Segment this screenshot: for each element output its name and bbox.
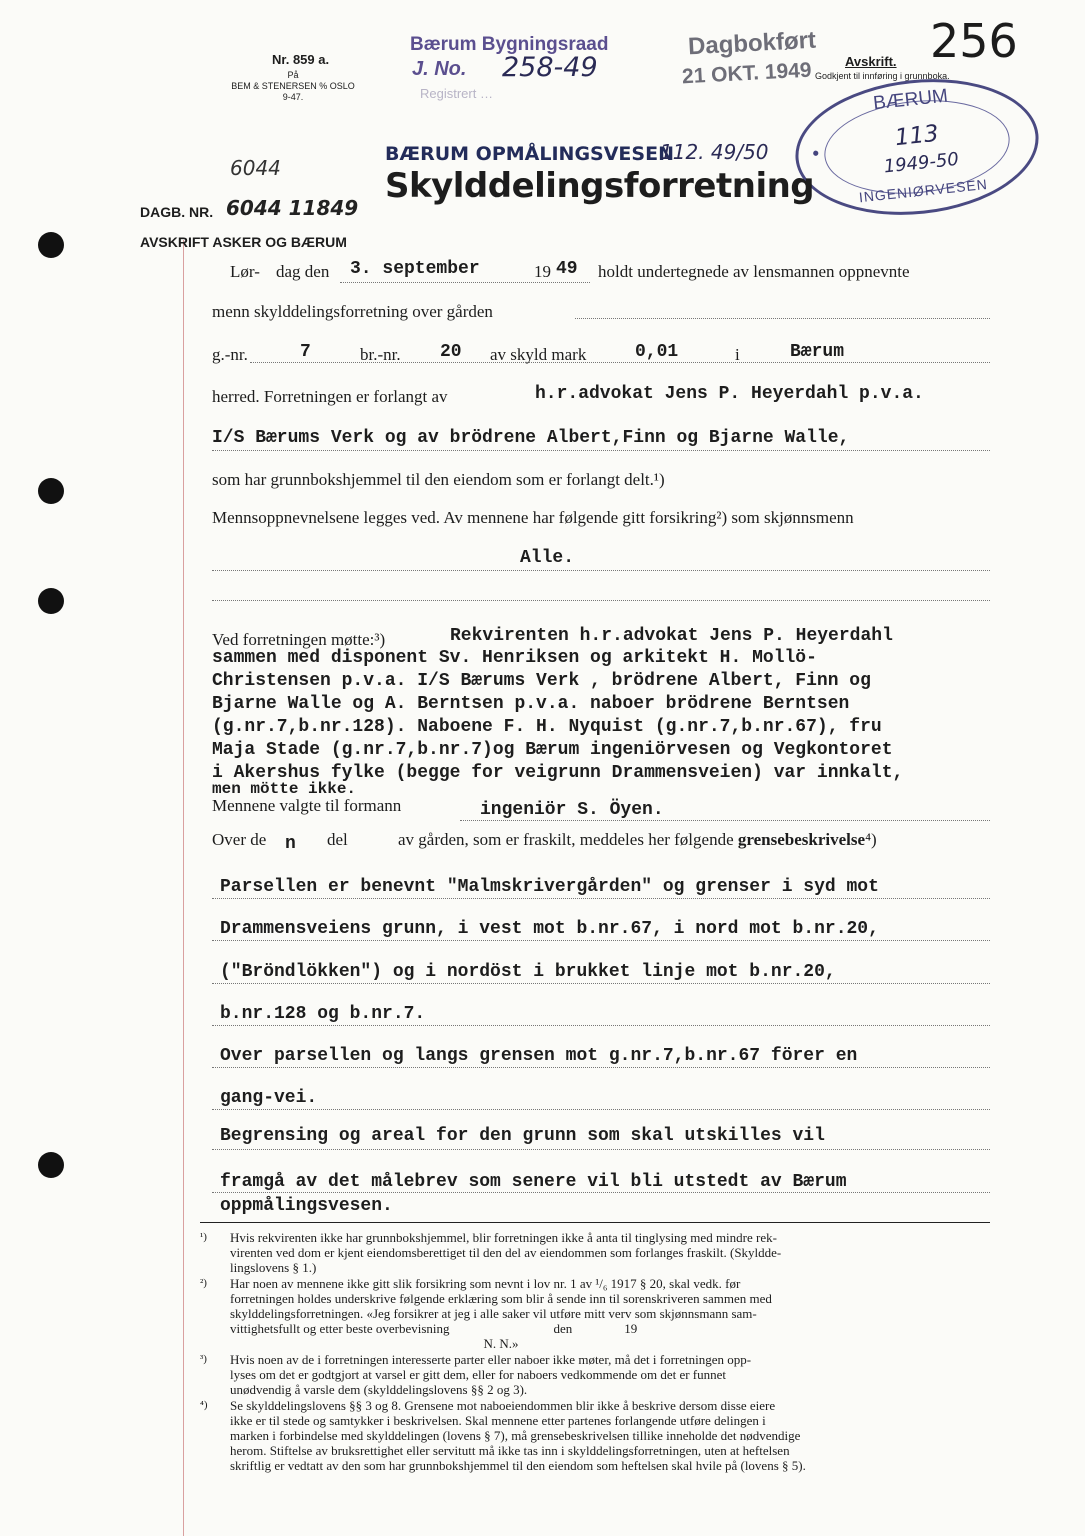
del-label: del <box>327 830 348 849</box>
boundary-line: ("Bröndlökken") og i nordöst i brukket linje mot b.nr.20, <box>220 962 836 982</box>
year-typed: 49 <box>556 259 578 279</box>
document-title: Skylddelingsforretning <box>385 166 815 206</box>
requester-cont-typed: I/S Bærums Verk og av brödrene Albert,Finn og Bjarne Walle, <box>212 428 850 448</box>
footnote-line: forretningen holdes underskrive følgende erklæring som blir å sende inn til sorenskriveren sammen med <box>230 1291 772 1306</box>
dotted-rule <box>212 1149 990 1150</box>
opmaling-number: 112. 49/50 <box>660 140 769 164</box>
opmalingsvesen-stamp: BÆRUM OPMÅLINGSVESEN <box>385 143 674 165</box>
line1-tail: holdt undertegnede av lensmannen oppnevnte <box>598 262 910 281</box>
dotted-rule <box>212 983 990 984</box>
boundary-line: Over parsellen og langs grensen mot g.nr.7,b.nr.67 förer en <box>220 1046 858 1066</box>
line7: Mennsoppnevnelsene legges ved. Av mennene har følgende gitt forsikring²) som skjønnsmenn <box>212 508 854 527</box>
attend-line: men mötte ikke. <box>212 780 357 798</box>
round-stamp-number: 113 <box>893 120 940 152</box>
line4-label: herred. Forretningen er forlangt av <box>212 387 448 406</box>
dotted-rule <box>575 318 990 319</box>
attended-label: Ved forretningen møtte:³) <box>212 630 386 649</box>
dotted-rule <box>212 898 990 899</box>
attend-line: sammen med disponent Sv. Henriksen og arkitekt H. Mollö- <box>212 648 817 668</box>
avskrift-note: Godkjent til innføring i grunnboka. <box>815 71 950 81</box>
attend-line: i Akershus fylke (begge for veigrunn Drammensveien) var innkalt, <box>212 763 904 783</box>
i-label: i <box>735 345 740 364</box>
footnote-mark: ⁴) <box>200 1399 208 1411</box>
dotted-rule <box>212 940 990 941</box>
form-number: Nr. 859 a. <box>272 52 330 67</box>
footnote-line: vittighetsfullt og etter beste overbevisning den 19 <box>230 1321 638 1336</box>
footnote-mark: ¹) <box>200 1231 207 1243</box>
year-prefix: 19 <box>534 262 551 281</box>
formann-typed: ingeniör S. Öyen. <box>480 800 664 820</box>
grensebeskrivelse-label: grensebeskrivelse <box>737 830 866 849</box>
margin-line <box>183 240 184 1536</box>
stamp-date: 21 OKT. 1949 <box>681 58 813 89</box>
skyld-label: av skyld mark <box>490 345 587 364</box>
publisher-line: På <box>287 70 299 80</box>
publisher-info <box>228 70 358 103</box>
mark-value: 0,01 <box>635 342 679 362</box>
footnote-mark: ²) <box>200 1277 207 1289</box>
handwritten-6044: 6044 <box>230 156 281 180</box>
footnote-line: virenten ved dom er kjent eiendomsberettiget til den del av eiendommen som forlanges fraskilt. (Skyldde- <box>230 1245 782 1260</box>
dagb-label: DAGB. NR. <box>140 204 214 220</box>
footnote-line: ikke er til stede og samtykker i beskrivelsen. Skal mennene etter partenes forlangende utføre delingen i <box>230 1413 766 1428</box>
footnote-line: Hvis noen av de i forretningen interesserte parter eller naboer ikke møter, må det i forretningen opp- <box>230 1352 752 1367</box>
footnote-line: N. N.» <box>230 1336 519 1351</box>
attend-line: (g.nr.7,b.nr.128). Naboene F. H. Nyquist (g.nr.7,b.nr.67), fru <box>212 717 882 737</box>
dotted-rule <box>212 570 990 571</box>
over-tail-text: av gården, som er fraskilt, meddeles her følgende <box>398 830 734 849</box>
avskrift-asker-baerum: AVSKRIFT ASKER OG BÆRUM <box>140 234 347 250</box>
punch-hole <box>38 478 64 504</box>
publisher-line: BEM & STENERSEN % OSLO <box>231 81 355 91</box>
gnr-label: g.-nr. <box>212 345 248 364</box>
bnr-value: 20 <box>440 342 462 362</box>
boundary-line: oppmålingsvesen. <box>220 1196 393 1216</box>
attend-line: Maja Stade (g.nr.7,b.nr.7)og Bærum ingeniörvesen og Vegkontoret <box>212 740 893 760</box>
footnote-2 <box>200 1276 990 1351</box>
round-stamp-top: BÆRUM <box>872 85 949 115</box>
boundary-line: gang-vei. <box>220 1088 318 1108</box>
dotted-rule <box>212 1025 990 1026</box>
footnote-1 <box>200 1230 990 1275</box>
round-stamp-bottom: INGENIØRVESEN <box>858 175 989 206</box>
over-n: n <box>285 834 296 854</box>
stamp-dagbokfort: Dagbokført <box>687 26 817 61</box>
stamp-faded: Registrert … <box>420 86 493 101</box>
handwritten-journal-number: 258-49 <box>502 52 598 83</box>
footnote-3 <box>200 1352 990 1397</box>
footnote-separator <box>200 1222 990 1223</box>
boundary-line: b.nr.128 og b.nr.7. <box>220 1004 426 1024</box>
footnote-line: lyses om det er godtgjort at varsel er gitt dem, eller for naboers vedkommende om det er funnet <box>230 1367 727 1382</box>
attend-line: Rekvirenten h.r.advokat Jens P. Heyerdahl <box>450 626 893 646</box>
footnote-line: marken i forbindelse med skylddelingen (lovens § 7), må grensebeskrivelsen tillike inneholde det nødvendige <box>230 1428 801 1443</box>
dotted-rule <box>250 362 990 363</box>
boundary-line: Parsellen er benevnt "Malmskrivergården" og grenser i syd mot <box>220 877 879 897</box>
footnote-mark: ³) <box>200 1353 207 1365</box>
avskrift-label: Avskrift. <box>845 54 897 69</box>
line2: menn skylddelingsforretning over gården <box>212 302 493 321</box>
footnote-line: skriftlig er vedtatt av den som har grunnbokshjemmel til den eiendom som heftelsen skal hvile på (lovens § 5). <box>230 1458 806 1473</box>
formann-label: Mennene valgte til formann <box>212 796 402 815</box>
round-stamp <box>789 68 1046 227</box>
dotted-rule <box>212 450 990 451</box>
dotted-rule <box>212 1192 990 1193</box>
round-stamp-star: ● <box>811 145 820 160</box>
page-number: 256 <box>930 14 1018 68</box>
dotted-rule <box>212 1067 990 1068</box>
over-tail <box>398 830 877 850</box>
footnote-line: Hvis rekvirenten ikke har grunnbokshjemmel, blir forretningen ikke å anta til tinglysing med mindre rek- <box>230 1230 777 1245</box>
footnote-ref: ⁴) <box>865 830 877 849</box>
dagb-value: 6044 11849 <box>226 196 359 220</box>
day-prefix: Lør- <box>230 262 260 281</box>
dotted-rule <box>212 600 990 601</box>
stamp-baerum-bygningsraad: Bærum Bygningsraad <box>410 34 609 55</box>
punch-hole <box>38 232 64 258</box>
bnr-label: br.-nr. <box>360 345 401 364</box>
footnote-line: Har noen av mennene ikke gitt slik forsikring som nevnt i lov nr. 1 av ¹/₆ 1917 § 20, skal vedk. før <box>230 1276 741 1291</box>
dotted-rule <box>212 1109 990 1110</box>
footnote-line: unødvendig å varsle dem (skylddelingslovens §§ 2 og 3). <box>230 1382 528 1397</box>
over-label: Over de <box>212 830 267 849</box>
boundary-line: Drammensveiens grunn, i vest mot b.nr.67, i nord mot b.nr.20, <box>220 919 879 939</box>
round-stamp-year: 1949-50 <box>882 148 960 178</box>
punch-hole <box>38 1152 64 1178</box>
day-label: dag den <box>276 262 330 281</box>
requester-typed: h.r.advokat Jens P. Heyerdahl p.v.a. <box>535 384 924 404</box>
boundary-line: Begrensing og areal for den grunn som skal utskilles vil <box>220 1126 825 1146</box>
footnote-line: Se skylddelingslovens §§ 3 og 8. Grensene mot naboeiendommen blir ikke å beskrive dersom disse eiere <box>230 1398 776 1413</box>
dotted-rule <box>340 282 590 283</box>
footnote-line: lingslovens § 1.) <box>230 1260 317 1275</box>
date-typed: 3. september <box>350 259 480 279</box>
skjonnsmenn-typed: Alle. <box>520 548 575 568</box>
attend-line: Christensen p.v.a. I/S Bærums Verk , brödrene Albert, Finn og <box>212 671 871 691</box>
dotted-rule <box>460 820 990 821</box>
publisher-line: 9-47. <box>282 92 304 102</box>
boundary-line: framgå av det målebrev som senere vil bli utstedt av Bærum <box>220 1172 847 1192</box>
attend-line: Bjarne Walle og A. Berntsen p.v.a. naboer brödrene Berntsen <box>212 694 850 714</box>
footnote-4 <box>200 1398 990 1473</box>
place-value: Bærum <box>790 342 845 362</box>
gnr-value: 7 <box>300 342 311 362</box>
footnote-line: herom. Stiftelse av bruksrettighet eller servitutt må ikke tas inn i skylddelingsforretningen, uten at heftelsen <box>230 1443 790 1458</box>
line6: som har grunnbokshjemmel til den eiendom som er forlangt delt.¹) <box>212 470 665 489</box>
punch-hole <box>38 588 64 614</box>
footnote-line: skylddelingsforretningen. «Jeg forsikrer at jeg i alle saker vil utføre mitt verv som skjønnsmann sam- <box>230 1306 757 1321</box>
stamp-jno-label: J. No. <box>412 58 467 80</box>
